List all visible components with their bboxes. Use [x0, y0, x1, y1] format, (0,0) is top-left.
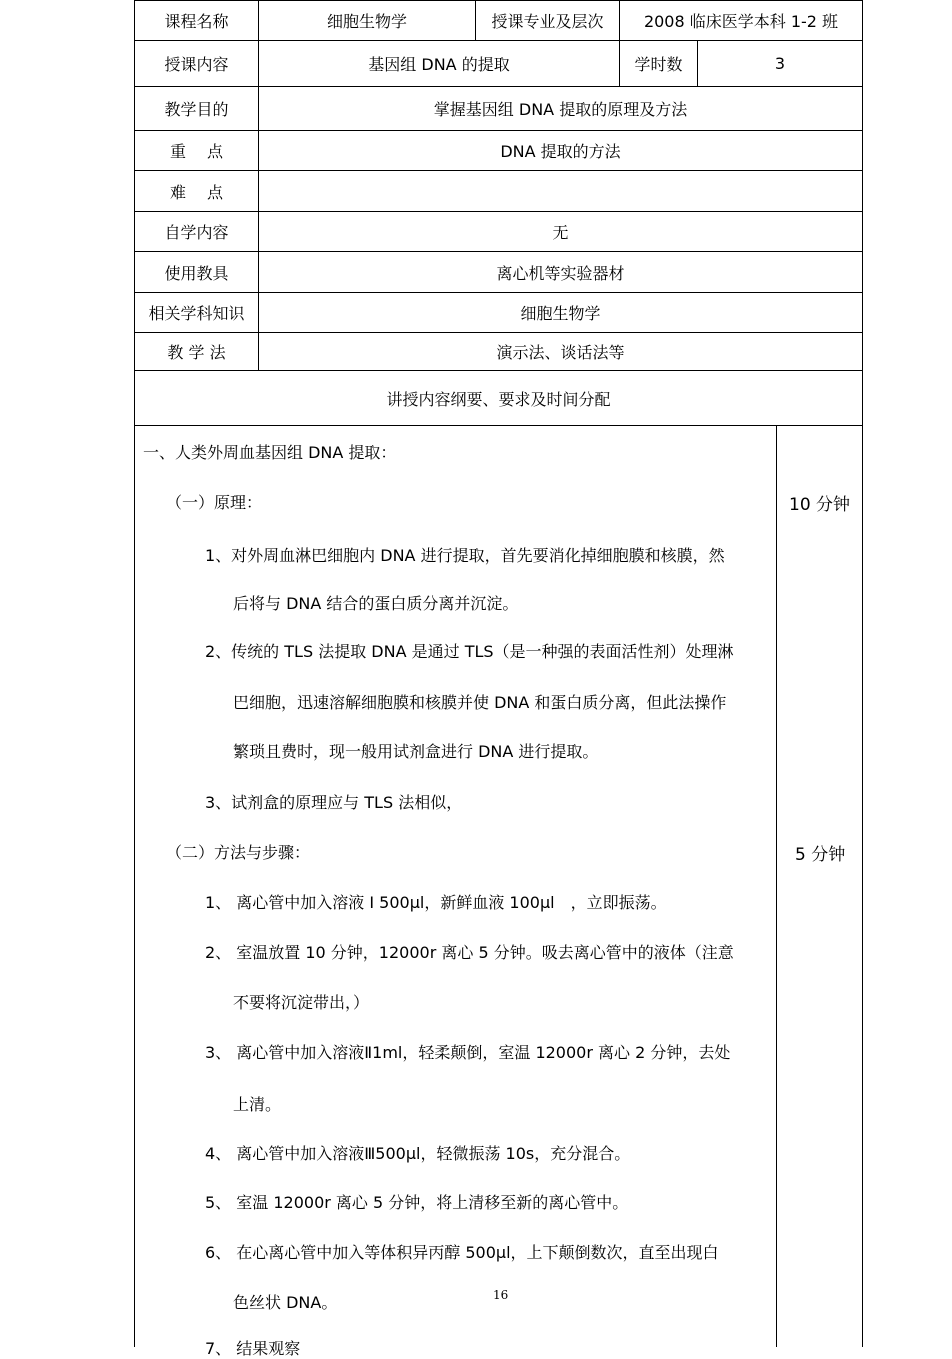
time-allocation: 10 分钟 [789, 495, 851, 515]
body-line: 1、 离心管中加入溶液 I 500μl，新鲜血液 100μl ，立即振荡。 [205, 893, 667, 912]
body-line: 6、 在心离心管中加入等体积异丙醇 500μl，上下颠倒数次，直至出现白 [205, 1243, 719, 1262]
body-line: 不要将沉淀带出，） [233, 993, 370, 1012]
body-line: 2、传统的 TLS 法提取 DNA 是通过 TLS（是一种强的表面活性剂）处理淋 [205, 642, 734, 661]
body-line: 色丝状 DNA。 [233, 1293, 338, 1312]
course-name-label: 课程名称 [164, 12, 229, 31]
body-line: （二）方法与步骤： [166, 843, 311, 862]
info-label-teaching-aids: 使用教具 [164, 263, 229, 283]
content-label: 授课内容 [164, 55, 229, 74]
body-line: 3、试剂盒的原理应与 TLS 法相似， [205, 793, 463, 812]
table-border [862, 0, 863, 1347]
hours: 3 [774, 54, 786, 73]
info-label-objective: 教学目的 [164, 100, 229, 119]
info-label-difficulty: 难 点 [169, 182, 224, 202]
body-line: 3、 离心管中加入溶液Ⅱ1ml，轻柔颠倒，室温 12000r 离心 2 分钟，去处 [205, 1043, 731, 1062]
body-line: 2、 室温放置 10 分钟，12000r 离心 5 分钟。吸去离心管中的液体（注意 [205, 943, 734, 962]
hours-label: 学时数 [634, 55, 683, 74]
outline-title: 讲授内容纲要、要求及时间分配 [386, 389, 611, 409]
info-value-self-study: 无 [552, 223, 569, 242]
body-line: 繁琐且费时，现一般用试剂盒进行 DNA 进行提取。 [233, 742, 599, 761]
body-line: 一、人类外周血基因组 DNA 提取： [143, 443, 397, 462]
body-line: 巴细胞，迅速溶解细胞膜和核膜并使 DNA 和蛋白质分离，但此法操作 [233, 693, 727, 712]
course-name: 细胞生物学 [326, 12, 407, 31]
info-label-key-point: 重 点 [169, 142, 224, 161]
major-label: 授课专业及层次 [491, 12, 604, 31]
table-border [134, 425, 863, 426]
body-line: 5、 室温 12000r 离心 5 分钟，将上清移至新的离心管中。 [205, 1193, 629, 1212]
page-number: 16 [493, 1288, 509, 1302]
info-label-self-study: 自学内容 [164, 223, 229, 242]
info-value-objective: 掌握基因组 DNA 提取的原理及方法 [433, 100, 688, 119]
body-line: 7、 结果观察 [205, 1339, 301, 1358]
info-value-related-knowledge: 细胞生物学 [520, 304, 601, 323]
info-label-method: 教 学 法 [167, 343, 226, 362]
body-line: 上清。 [233, 1095, 282, 1114]
body-line: 4、 离心管中加入溶液Ⅲ500μl，轻微振荡 10s，充分混合。 [205, 1144, 631, 1163]
major: 2008 临床医学本科 1-2 班 [643, 12, 839, 31]
body-line: 后将与 DNA 结合的蛋白质分离并沉淀。 [233, 594, 519, 613]
table-border [776, 425, 777, 1347]
info-value-teaching-aids: 离心机等实验器材 [496, 263, 625, 283]
content: 基因组 DNA 的提取 [368, 55, 510, 74]
info-value-method: 演示法、谈话法等 [496, 343, 625, 362]
body-line: （一）原理： [166, 493, 263, 512]
time-allocation: 5 分钟 [795, 845, 846, 865]
info-value-key-point: DNA 提取的方法 [500, 142, 621, 161]
body-line: 1、对外周血淋巴细胞内 DNA 进行提取，首先要消化掉细胞膜和核膜，然 [205, 546, 725, 565]
info-label-related-knowledge: 相关学科知识 [148, 304, 245, 323]
info-value-difficulty [259, 171, 862, 211]
